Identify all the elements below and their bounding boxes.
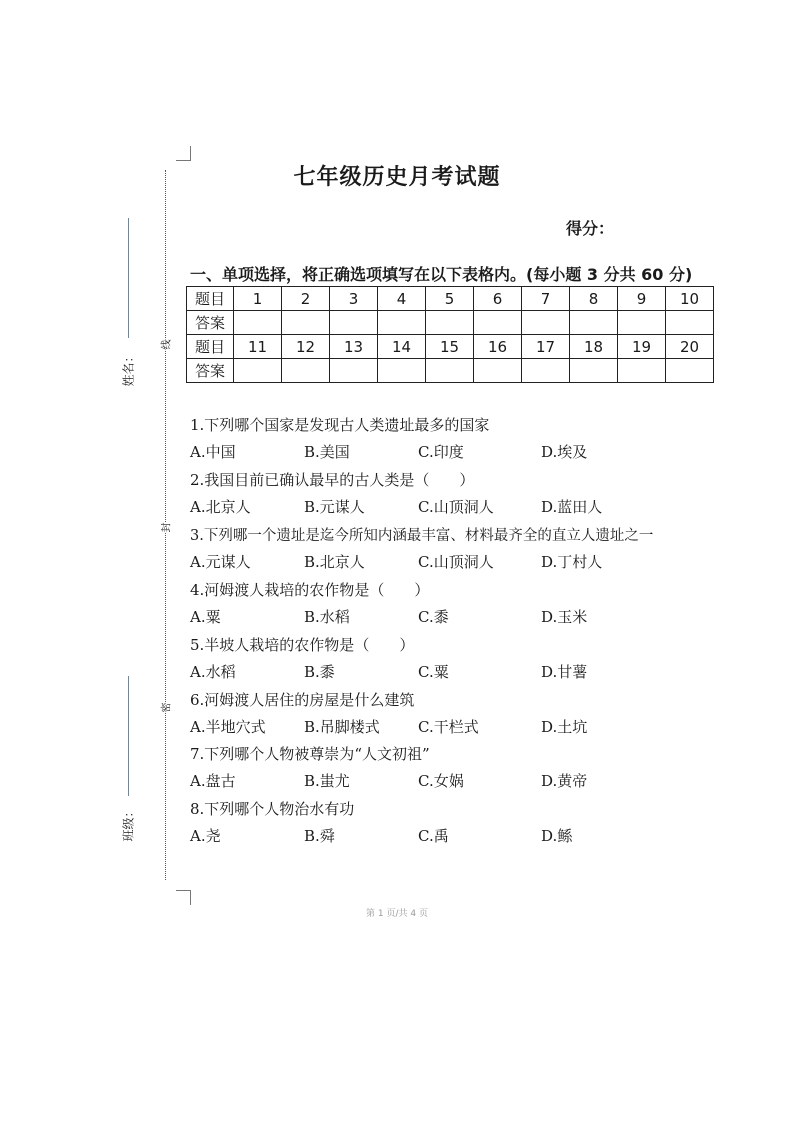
question-number: 15	[426, 335, 474, 359]
option-a: A.半地穴式	[190, 718, 266, 736]
option-b: B.舜	[304, 827, 335, 845]
option-d: D.埃及	[541, 443, 588, 461]
question-text: 4.河姆渡人栽培的农作物是（ ）	[190, 581, 430, 599]
question-number: 10	[666, 287, 714, 311]
option-b: B.美国	[304, 443, 350, 461]
option-a: A.水稻	[190, 663, 236, 681]
answer-cell[interactable]	[570, 311, 618, 335]
option-d: D.鲧	[541, 827, 573, 845]
option-c: C.山顶洞人	[418, 498, 494, 516]
question-number: 7	[522, 287, 570, 311]
option-d: D.甘薯	[541, 663, 588, 681]
answer-cell[interactable]	[666, 311, 714, 335]
option-d: D.黄帝	[541, 772, 588, 790]
answer-cell[interactable]	[522, 359, 570, 383]
option-a: A.尧	[190, 827, 221, 845]
question-number: 2	[282, 287, 330, 311]
option-d: D.丁村人	[541, 553, 603, 571]
table-row	[187, 311, 714, 335]
option-b: B.北京人	[304, 553, 365, 571]
option-c: C.印度	[418, 443, 464, 461]
question-number: 11	[234, 335, 282, 359]
option-b: B.黍	[304, 663, 335, 681]
page-footer: 第 1 页/共 4 页	[366, 909, 428, 919]
option-b: B.吊脚楼式	[304, 718, 380, 736]
row-label: 答案	[187, 311, 234, 335]
answer-cell[interactable]	[666, 359, 714, 383]
crop-mark-bottom	[176, 890, 191, 905]
option-c: C.粟	[418, 663, 449, 681]
question-text: 3.下列哪一个遗址是迄今所知内涵最丰富、材料最齐全的直立人遗址之一	[190, 528, 654, 544]
page-title: 七年级历史月考试题	[293, 165, 501, 190]
table-row	[187, 359, 714, 383]
question-text: 2.我国目前已确认最早的古人类是（ ）	[190, 471, 475, 489]
class-label: 班级：	[121, 805, 136, 842]
answer-cell[interactable]	[426, 311, 474, 335]
option-b: B.蚩尤	[304, 772, 350, 790]
answer-cell[interactable]	[378, 359, 426, 383]
question-number: 9	[618, 287, 666, 311]
option-a: A.元谋人	[190, 553, 251, 571]
answer-cell[interactable]	[618, 311, 666, 335]
question-number: 12	[282, 335, 330, 359]
answer-cell[interactable]	[474, 311, 522, 335]
question-number: 1	[234, 287, 282, 311]
question-number: 8	[570, 287, 618, 311]
table-row	[187, 287, 714, 311]
answer-cell[interactable]	[330, 311, 378, 335]
option-c: C.黍	[418, 608, 449, 626]
answer-cell[interactable]	[234, 311, 282, 335]
section-heading: 一、单项选择，将正确选项填写在以下表格内。(每小题 3 分共 60 分)	[190, 265, 693, 284]
score-label: 得分：	[566, 219, 615, 238]
question-number: 3	[330, 287, 378, 311]
option-c: C.禹	[418, 827, 449, 845]
answer-cell[interactable]	[474, 359, 522, 383]
table-row	[187, 335, 714, 359]
question-number: 20	[666, 335, 714, 359]
option-a: A.北京人	[190, 498, 251, 516]
question-number: 14	[378, 335, 426, 359]
seal-char-seal: 封	[158, 523, 173, 533]
question-text: 7.下列哪个人物被尊崇为“人文初祖”	[190, 745, 430, 763]
row-label: 答案	[187, 359, 234, 383]
question-text: 8.下列哪个人物治水有功	[190, 800, 355, 818]
answer-cell[interactable]	[330, 359, 378, 383]
question-text: 5.半坡人栽培的农作物是（ ）	[190, 636, 415, 654]
question-number: 6	[474, 287, 522, 311]
option-c: C.干栏式	[418, 718, 479, 736]
question-text: 1.下列哪个国家是发现古人类遗址最多的国家	[190, 416, 490, 434]
question-number: 13	[330, 335, 378, 359]
name-underline	[128, 218, 129, 338]
question-text: 6.河姆渡人居住的房屋是什么建筑	[190, 691, 415, 709]
question-number: 18	[570, 335, 618, 359]
class-underline	[128, 676, 129, 796]
answer-cell[interactable]	[282, 359, 330, 383]
question-number: 16	[474, 335, 522, 359]
answer-cell[interactable]	[282, 311, 330, 335]
answer-cell[interactable]	[522, 311, 570, 335]
option-a: A.粟	[190, 608, 221, 626]
option-b: B.水稻	[304, 608, 350, 626]
option-a: A.中国	[190, 443, 236, 461]
answer-cell[interactable]	[426, 359, 474, 383]
question-number: 5	[426, 287, 474, 311]
seal-char-line: 线	[158, 340, 173, 350]
answer-table	[186, 286, 714, 383]
answer-cell[interactable]	[570, 359, 618, 383]
option-d: D.土坑	[541, 718, 588, 736]
option-c: C.女娲	[418, 772, 464, 790]
question-number: 17	[522, 335, 570, 359]
seal-char-secret: 密	[158, 703, 173, 713]
crop-mark-top	[176, 146, 191, 161]
name-label: 姓名：	[121, 350, 136, 387]
option-d: D.蓝田人	[541, 498, 603, 516]
option-d: D.玉米	[541, 608, 588, 626]
row-label: 题目	[187, 335, 234, 359]
question-number: 4	[378, 287, 426, 311]
row-label: 题目	[187, 287, 234, 311]
option-a: A.盘古	[190, 772, 236, 790]
answer-cell[interactable]	[618, 359, 666, 383]
answer-cell[interactable]	[234, 359, 282, 383]
question-number: 19	[618, 335, 666, 359]
option-c: C.山顶洞人	[418, 553, 494, 571]
option-b: B.元谋人	[304, 498, 365, 516]
answer-cell[interactable]	[378, 311, 426, 335]
